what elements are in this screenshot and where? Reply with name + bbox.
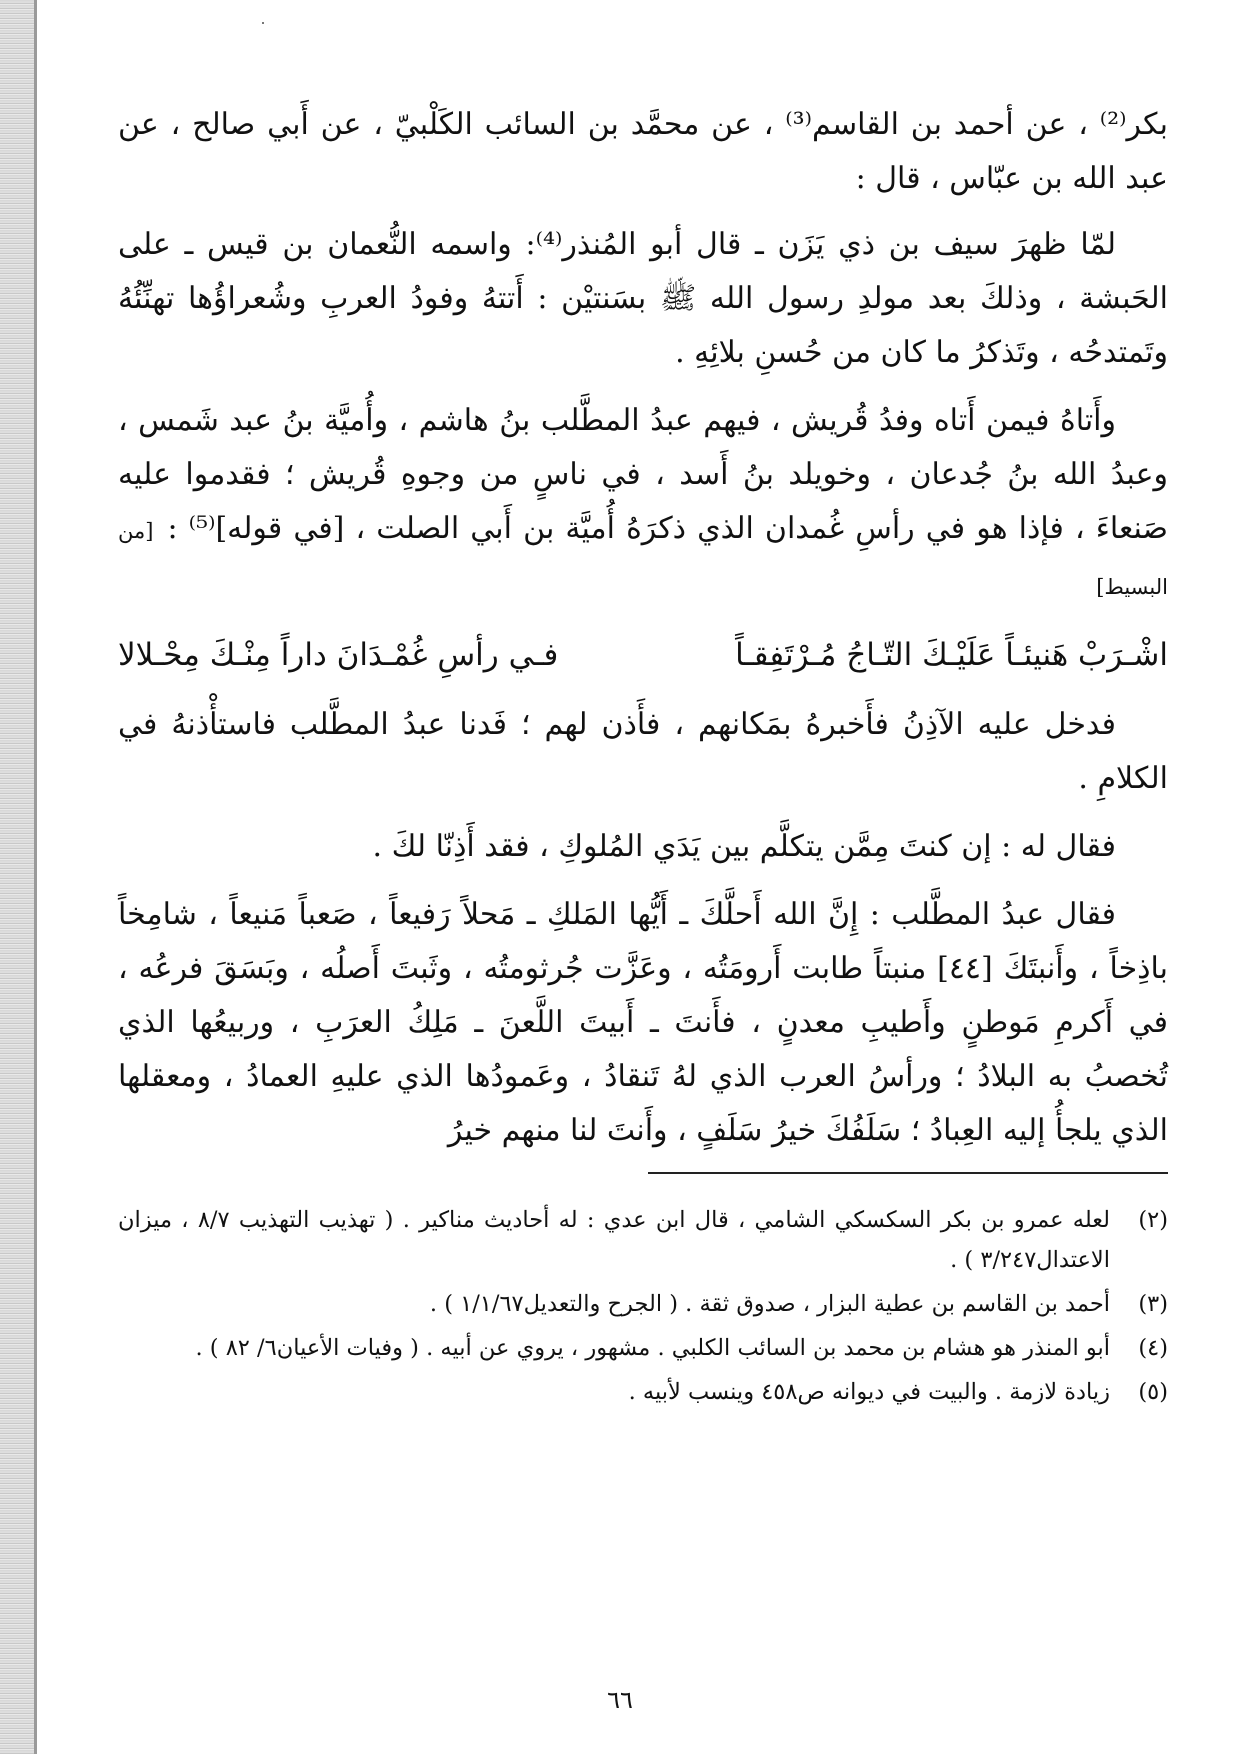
page-number: ٦٦ (607, 1686, 633, 1714)
paragraph-permission: فقال له : إن كنتَ مِمَّن يتكلَّم بين يَدَي المُلوكِ ، فقد أَذِنّا لكَ . (372, 829, 1116, 864)
footnote-text: أبو المنذر هو هشام بن محمد بن السائب الكلبي . مشهور ، يروي عن أبيه . ( وفيات الأعيان٦/ ٨٢ ) . (195, 1335, 1110, 1361)
footnote-item (118, 1200, 1168, 1280)
footnote-number: (٢) (1138, 1207, 1168, 1233)
poem-verse (118, 628, 1168, 682)
footnote-item (118, 1284, 1168, 1324)
paragraph-speech: فقال عبدُ المطَّلب : إِنَّ الله أَحلَّكَ ـ أَيُّها المَلكِ ـ مَحلاً رَفيعاً ، صَعباً مَنيعاً ، شامِخاً باذِخاً ، وأَنبتَكَ [٤٤] منبتاً طابت أَرومَتُه ، وعَزَّت جُرثومتُه ، وثَبتَ أَصلُه ، وبَسَقَ فرعُه ، في أَكرمِ مَوطنٍ وأَطيبِ معدنٍ ، فأَنتَ ـ أَبيتَ اللَّعنَ ـ مَلِكُ العرَبِ ، وربيعُها الذي تُخصبُ به البلادُ ؛ ورأسُ العرب الذي لهُ تَنقادُ ، وعَمودُها الذي عليهِ العمادُ ، ومعقلها الذي يلجأُ إليه العِبادُ ؛ سَلَفُكَ خيرُ سَلَفٍ ، وأَنتَ لنا منهم خيرُ (118, 897, 1168, 1148)
poetic-meter-label: [من البسيط] (118, 519, 1168, 599)
footnote-divider (648, 1172, 1168, 1174)
book-page (118, 98, 1168, 1728)
paragraph-intro: لمّا ظهرَ سيف بن ذي يَزَن ـ قال أبو المُنذر⁽⁴⁾: واسمه النُّعمان بن قيس ـ على الحَبشة ، وذلكَ بعد مولدِ رسول الله ﷺ بسَنتيْن : أَتتهُ وفودُ العربِ وشُعراؤُها تهنِّئُهُ وتَمتدحُه ، وتَذكرُ ما كان من حُسنِ بلائِهِ . (118, 227, 1168, 370)
footnote-number: (٤) (1138, 1335, 1168, 1361)
footnote-text: لعله عمرو بن بكر السكسكي الشامي ، قال ابن عدي : له أحاديث مناكير . ( تهذيب التهذيب ٨/٧ ، ميزان الاعتدال٣/٢٤٧ ) . (118, 1207, 1110, 1273)
paragraph-quraysh-delegation (118, 394, 1168, 614)
scan-binding-edge (0, 0, 34, 1754)
paragraph-isnad: بكر⁽²⁾ ، عن أحمد بن القاسم⁽³⁾ ، عن محمَّد بن السائب الكَلْبيّ ، عن أَبي صالح ، عن عبد الله بن عبّاس ، قال : (118, 107, 1168, 196)
scan-binding-line (34, 0, 37, 1754)
footnote-text: أحمد بن القاسم بن عطية البزار ، صدوق ثقة . ( الجرح والتعديل١/١/٦٧ ) . (429, 1291, 1110, 1317)
verse-first-hemistich: اشْـرَبْ هَنيئـاً عَلَيْـكَ التّـاجُ مُـرْتَفِقـاً (735, 637, 1168, 673)
scan-speck (262, 22, 264, 24)
footnote-item (118, 1328, 1168, 1368)
footnotes (118, 1200, 1168, 1412)
footnote-item (118, 1372, 1168, 1412)
paragraph-quraysh-text: وأَتاهُ فيمن أَتاه وفدُ قُريش ، فيهم عبدُ المطَّلب بنُ هاشم ، وأُميَّة بنُ عبد شَمس ، وعبدُ الله بنُ جُدعان ، وخويلد بنُ أَسد ، في ناسٍ من وجوهِ قُريش ؛ فقدموا عليه صَنعاءَ ، فإذا هو في رأسِ غُمدان الذي ذكرَهُ أُميَّة بن أَبي الصلت ، [في قوله]⁽⁵⁾ : (118, 403, 1169, 546)
paragraph-audience: فدخل عليه الآذِنُ فأَخبرهُ بمَكانهم ، فأَذن لهم ؛ فَدنا عبدُ المطَّلب فاستأْذنهُ في الكلامِ . (118, 707, 1168, 796)
footnote-number: (٣) (1138, 1291, 1168, 1317)
main-text (118, 98, 1168, 1158)
footnote-text: زيادة لازمة . والبيت في ديوانه ص٤٥٨ وينسب لأبيه . (628, 1379, 1110, 1405)
footnote-number: (٥) (1138, 1379, 1168, 1405)
verse-second-hemistich: فـي رأسِ غُمْـدَانَ داراً مِنْـكَ مِحْـلالا (118, 637, 559, 673)
